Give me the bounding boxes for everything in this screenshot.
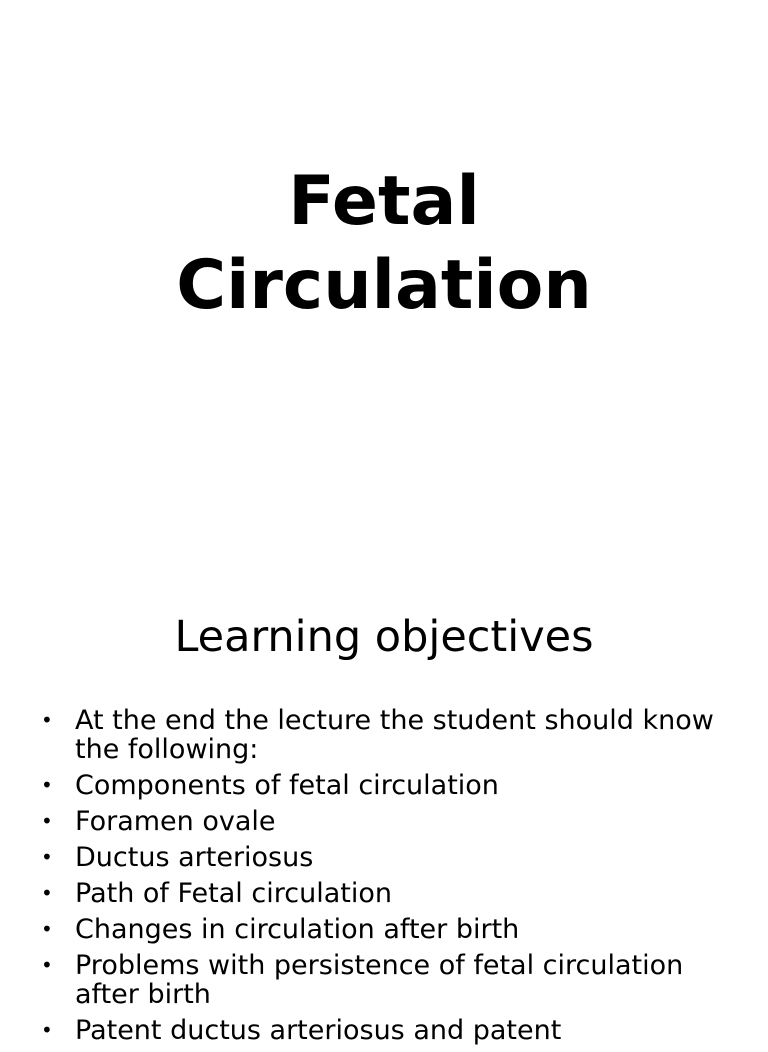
list-item — [40, 771, 740, 800]
bullet-icon: • — [41, 1018, 53, 1042]
list-item — [40, 843, 740, 872]
objectives-slide — [0, 576, 768, 1046]
slide-title-line-2: Circulation — [176, 246, 592, 325]
list-item-text: Ductus arteriosus — [75, 842, 314, 873]
list-item-text: Path of Fetal circulation — [75, 878, 392, 909]
list-item-text: Patent ductus arteriosus and patent — [75, 1015, 562, 1046]
objectives-heading: Learning objectives — [174, 612, 594, 662]
list-item — [40, 706, 740, 764]
list-item-text: Components of fetal circulation — [75, 770, 499, 801]
list-item-text: Changes in circulation after birth — [75, 914, 520, 945]
list-item — [40, 1016, 740, 1045]
bullet-icon: • — [41, 809, 53, 833]
list-item — [40, 879, 740, 908]
list-item — [40, 915, 740, 944]
list-item-text: At the end the lecture the student should know the following: — [75, 705, 714, 765]
bullet-icon: • — [41, 881, 53, 905]
bullet-icon: • — [41, 953, 53, 977]
bullet-icon: • — [41, 708, 53, 732]
list-item — [40, 807, 740, 836]
list-item-text: Problems with persistence of fetal circulation after birth — [75, 950, 684, 1010]
list-item — [40, 951, 740, 1009]
slide-title-line-1: Fetal — [288, 162, 480, 241]
list-item-text: Foramen ovale — [75, 806, 276, 837]
bullet-icon: • — [41, 845, 53, 869]
objectives-list — [40, 706, 740, 1052]
bullet-icon: • — [41, 917, 53, 941]
bullet-icon: • — [41, 773, 53, 797]
